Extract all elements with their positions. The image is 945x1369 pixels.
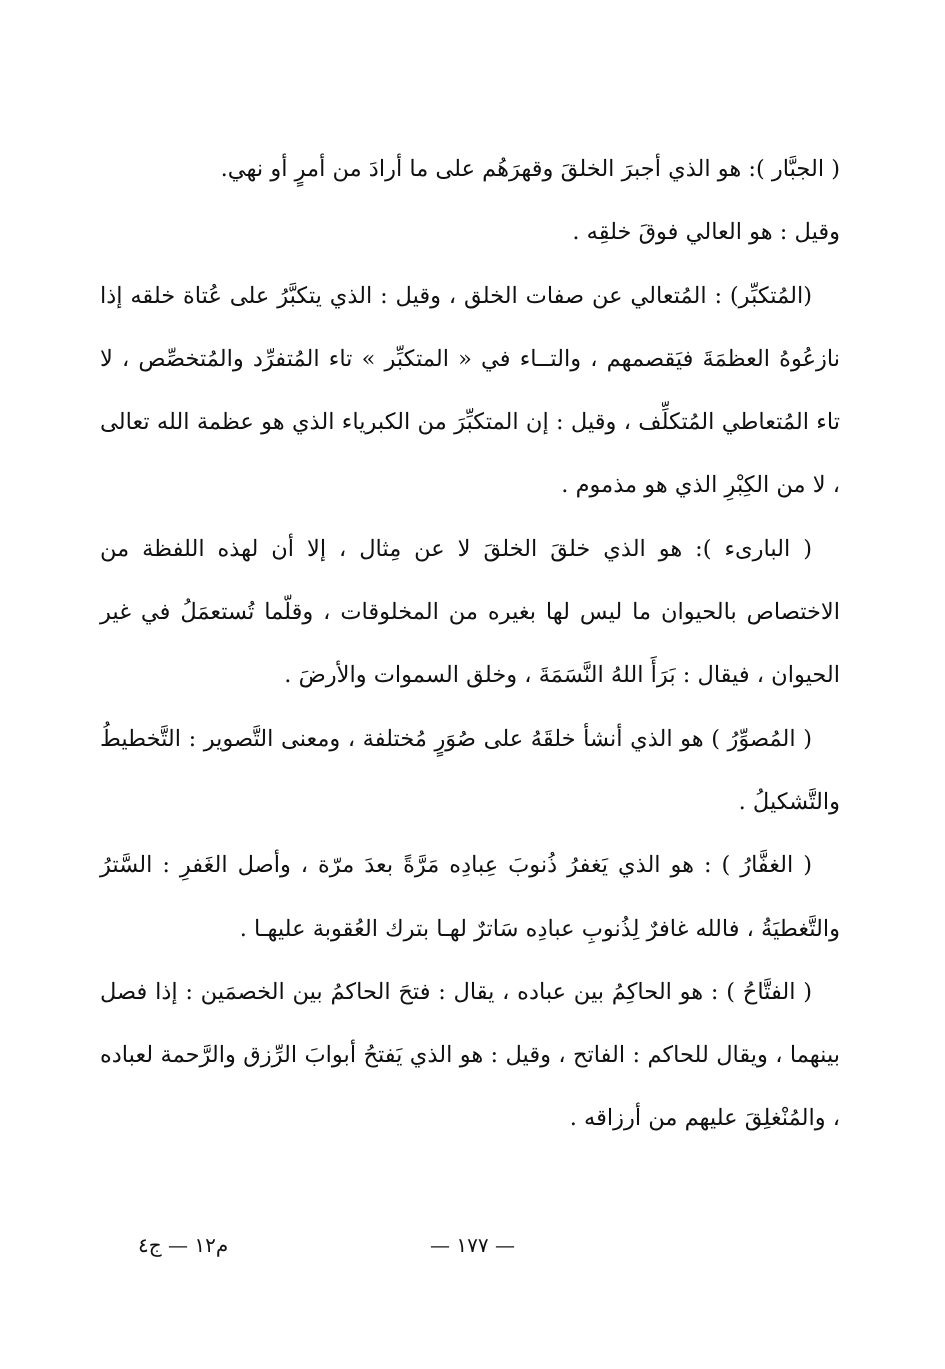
- printer-signature: م١٢ — ج٤: [138, 1233, 229, 1257]
- page-number: — ١٧٧ —: [430, 1233, 515, 1257]
- paragraph-al-ghaffar: ( الغفَّارُ ) : هو الذي يَغفرُ ذُنوبَ عِبادِه مَرَّةً بعدَ مرّة ، وأصل الغَفرِ : السَّترُ والتَّغطيَةُ ، فالله غافرٌ لِذُنوبِ عبادِه سَاترٌ لهـا بترك العُقوبة عليهـا .: [100, 852, 840, 942]
- page-footer: [0, 1225, 945, 1265]
- paragraph-al-musawwir: ( المُصوِّرُ ) هو الذي أنشأ خلقَهُ على صُوَرٍ مُختلفة ، ومعنى التَّصوير : التَّخطيطُ والتَّشكيلُ .: [100, 725, 840, 815]
- paragraph-al-bari: ( البارىء ): هو الذي خلقَ الخلقَ لا عن مِثال ، إلا أن لهذه اللفظة من الاختصاص بالحيوان ما ليس لها بغيره من المخلوقات ، وقلّما تُستعمَلُ في غير الحيوان ، فيقال : بَرَأَ اللهُ النَّسَمَةَ ، وخلق السموات والأرضَ .: [100, 535, 840, 689]
- paragraph-al-mutakabbir: (المُتكبِّر) : المُتعالي عن صفات الخلق ، وقيل : الذي يتكبَّرُ على عُتاة خلقه إذا نازعُوهُ العظمَةَ فيَقصمهم ، والتــاء في « المتكبِّر » تاء المُتفرِّد والمُتخصِّص ، لا تاء المُتعاطي المُتكلِّف ، وقيل : إن المتكبِّرَ من الكبرياء الذي هو عظمة الله تعالى ، لا من الكِبْرِ الذي هو مذموم .: [100, 282, 840, 499]
- body-text: [100, 138, 840, 1151]
- paragraph-al-jabbar: ( الجبَّار ): هو الذي أجبرَ الخلقَ وقهرَهُم على ما أرادَ من أمرٍ أو نهي.: [220, 156, 840, 182]
- paragraph-al-jabbar-alt: وقيل : هو العالي فوقَ خلقِه .: [572, 219, 840, 246]
- paragraph-al-fattah: ( الفتَّاحُ ) : هو الحاكِمُ بين عباده ، يقال : فتحَ الحاكمُ بين الخصمَين : إذا فصل بينهما ، ويقال للحاكم : الفاتح ، وقيل : هو الذي يَفتحُ أبوابَ الرِّزق والرَّحمة لعباده ، والمُنْغلِقَ عليهم من أرزاقه .: [100, 978, 840, 1132]
